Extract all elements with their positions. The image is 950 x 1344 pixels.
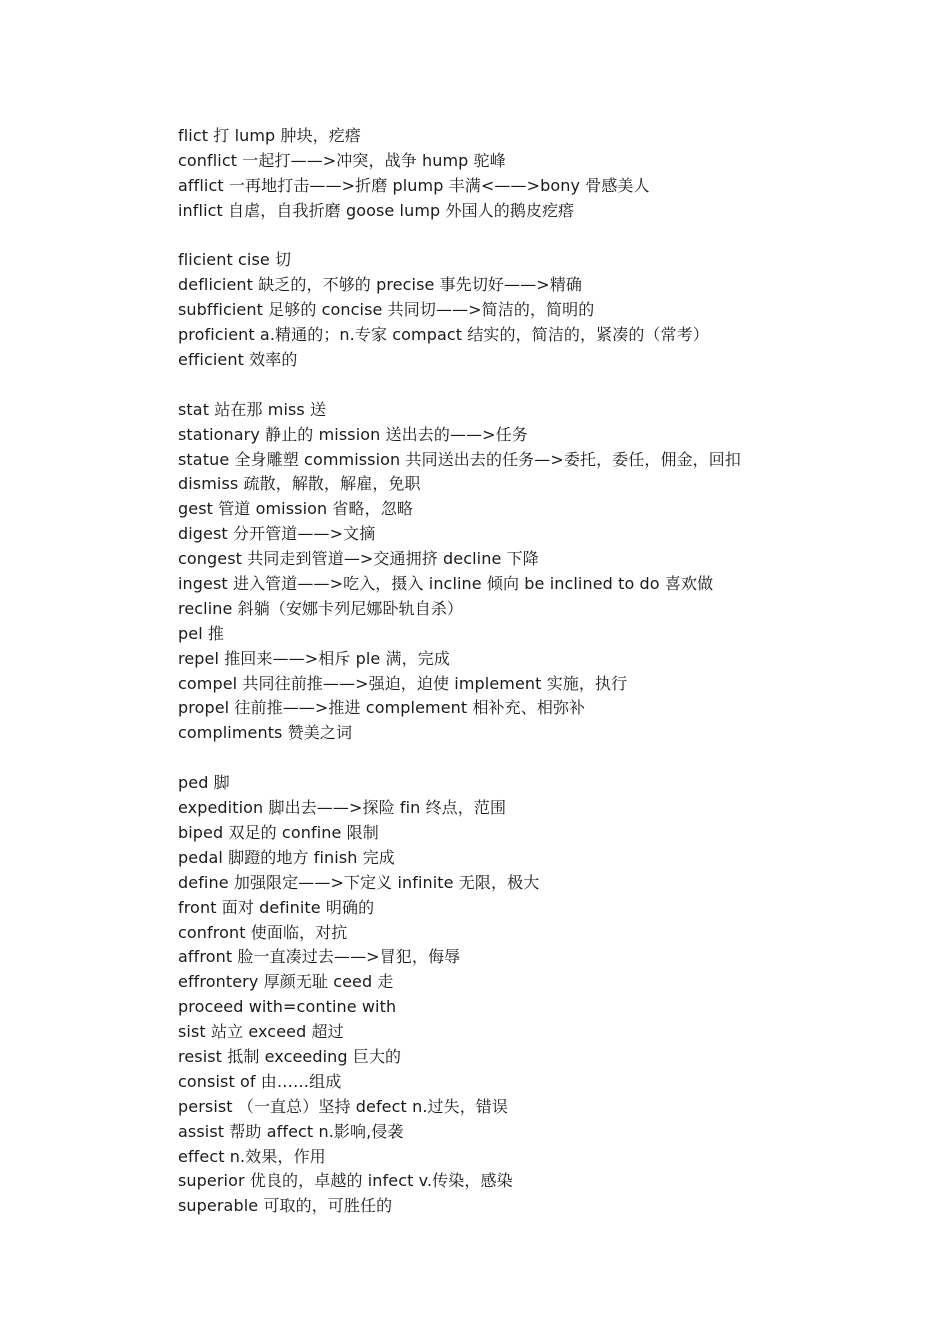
text-line: assist 帮助 affect n.影响,侵袭 bbox=[178, 1121, 404, 1141]
paragraph-spacer bbox=[178, 224, 878, 249]
text-line: propel 往前推——>推进 complement 相补充、相弥补 bbox=[178, 698, 586, 718]
text-line: compliments 赞美之词 bbox=[178, 723, 353, 743]
text-line: superior 优良的，卓越的 infect v.传染，感染 bbox=[178, 1171, 513, 1191]
text-line: pel 推 bbox=[178, 623, 225, 643]
text-line: resist 抵制 exceeding 巨大的 bbox=[178, 1046, 402, 1066]
text-line: superable 可取的，可胜任的 bbox=[178, 1196, 393, 1216]
text-line: persist （一直总）坚持 defect n.过失，错误 bbox=[178, 1096, 509, 1116]
text-line: proficient a.精通的；n.专家 compact 结实的，简洁的，紧凑的（常考） bbox=[178, 325, 709, 345]
text-line: repel 推回来——>相斥 ple 满，完成 bbox=[178, 648, 450, 668]
text-line: digest 分开管道——>文摘 bbox=[178, 524, 376, 544]
text-line: ingest 进入管道——>吃入，摄入 incline 倾向 be inclined to do 喜欢做 bbox=[178, 574, 714, 594]
paragraph bbox=[178, 771, 878, 1219]
text-line: gest 管道 omission 省略，忽略 bbox=[178, 499, 413, 519]
text-line: biped 双足的 confine 限制 bbox=[178, 822, 379, 842]
paragraph bbox=[178, 248, 878, 372]
text-line: ped 脚 bbox=[178, 773, 230, 793]
text-line: stationary 静止的 mission 送出去的——>任务 bbox=[178, 424, 528, 444]
text-line: dismiss 疏散，解散，解雇，免职 bbox=[178, 474, 421, 494]
paragraph bbox=[178, 124, 878, 224]
text-line: effect n.效果，作用 bbox=[178, 1146, 326, 1166]
text-line: affront 脸一直凑过去——>冒犯，侮辱 bbox=[178, 947, 461, 967]
text-line: inflict 自虐，自我折磨 goose lump 外国人的鹅皮疙瘩 bbox=[178, 200, 575, 220]
document-body bbox=[178, 124, 878, 1219]
text-line: front 面对 definite 明确的 bbox=[178, 897, 375, 917]
paragraph bbox=[178, 398, 878, 746]
text-line: expedition 脚出去——>探险 fin 终点，范围 bbox=[178, 798, 507, 818]
paragraph-spacer bbox=[178, 746, 878, 771]
text-line: recline 斜躺（安娜卡列尼娜卧轨自杀） bbox=[178, 598, 464, 618]
text-line: deflicient 缺乏的，不够的 precise 事先切好——>精确 bbox=[178, 275, 582, 295]
text-line: stat 站在那 miss 送 bbox=[178, 399, 327, 419]
text-line: flict 打 lump 肿块，疙瘩 bbox=[178, 126, 361, 145]
text-line: consist of 由……组成 bbox=[178, 1071, 342, 1091]
paragraph-spacer bbox=[178, 373, 878, 398]
text-line: subfficient 足够的 concise 共同切——>简洁的，简明的 bbox=[178, 300, 595, 320]
text-line: effrontery 厚颜无耻 ceed 走 bbox=[178, 972, 394, 992]
text-line: sist 站立 exceed 超过 bbox=[178, 1022, 344, 1042]
text-line: define 加强限定——>下定义 infinite 无限，极大 bbox=[178, 872, 540, 892]
text-line: flicient cise 切 bbox=[178, 250, 292, 270]
text-line: efficient 效率的 bbox=[178, 350, 298, 370]
text-line: proceed with=contine with bbox=[178, 997, 397, 1017]
text-line: confront 使面临，对抗 bbox=[178, 922, 348, 942]
text-line: statue 全身雕塑 commission 共同送出去的任务—>委托，委任，佣金，回扣 bbox=[178, 449, 741, 469]
text-line: congest 共同走到管道—>交通拥挤 decline 下降 bbox=[178, 549, 539, 569]
text-line: afflict 一再地打击——>折磨 plump 丰满<——>bony 骨感美人 bbox=[178, 175, 650, 195]
text-line: compel 共同往前推——>强迫，迫使 implement 实施，执行 bbox=[178, 673, 628, 693]
text-line: pedal 脚蹬的地方 finish 完成 bbox=[178, 847, 395, 867]
text-line: conflict 一起打——>冲突，战争 hump 驼峰 bbox=[178, 150, 506, 170]
